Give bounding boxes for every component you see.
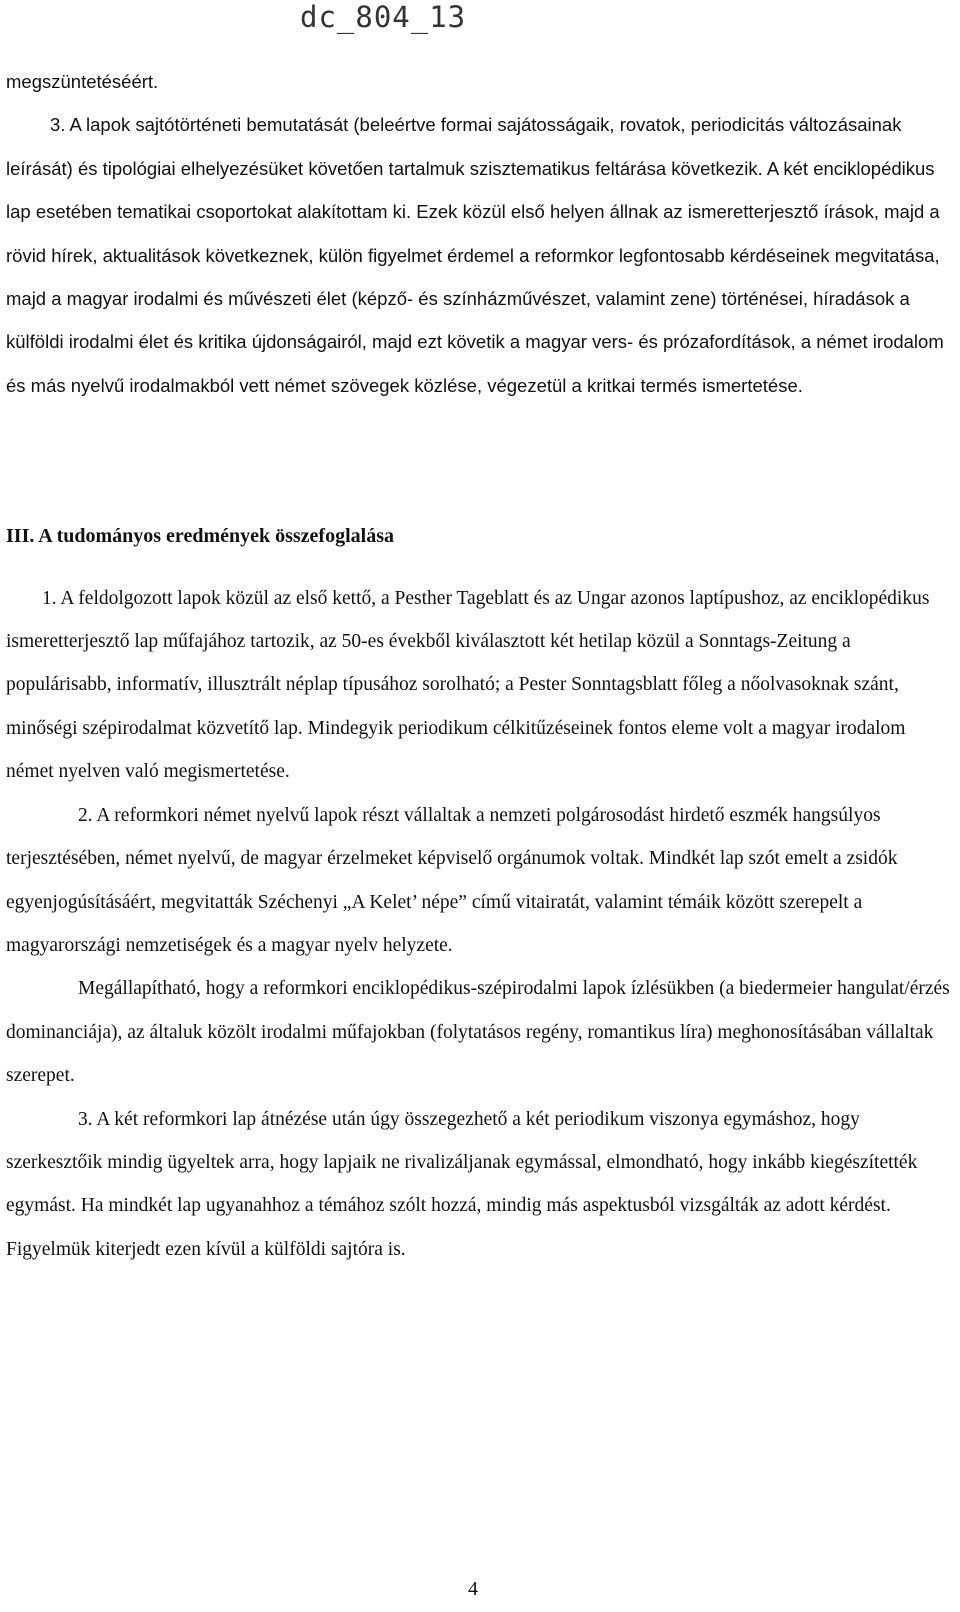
document-id-header: dc_804_13 bbox=[300, 0, 467, 34]
paragraph-continuation: megszüntetéséért. bbox=[6, 71, 159, 92]
page-number: 4 bbox=[468, 1578, 478, 1600]
section-heading: III. A tudományos eredmények összefoglalása bbox=[6, 525, 394, 548]
paragraph-point-2: 2. A reformkori német nyelvű lapok részt vállaltak a nemzeti polgárosodást hirdető eszmék hangsúlyos terjesztésében, német nyelvű, de magyar érzelmeket képviselő orgánumok voltak. Mindkét lap szót emelt a zsidók egyenjogúsításáért, megvitatták Széchenyi „A Kelet’ népe” című vitairatát, valamint témáik között szerepelt a magyarországi nemzetiségek és a magyar nyelv helyzete. bbox=[6, 804, 898, 956]
paragraph-point-1: 1. A feldolgozott lapok közül az első kettő, a Pesther Tageblatt és az Ungar azonos laptípushoz, az enciklopédikus ismeretterjesztő lap műfajához tartozik, az 50-es évekből kiválasztott két hetilap közül a Sonntags-Zeitung a populárisabb, informatív, illusztrált néplap típusához sorolható; a Pester Sonntagsblatt főleg a nőolvasoknak szánt, minőségi szépirodalmat közvetítő lap. Mindegyik periodikum célkitűzéseinek fontos eleme volt a magyar irodalom német nyelven való megismertetése. bbox=[6, 587, 930, 783]
paragraph-conclusion: Megállapítható, hogy a reformkori enciklopédikus-szépirodalmi lapok ízlésükben (a biedermeier hangulat/érzés dominanciája), az általuk közölt irodalmi műfajokban (folytatásos regény, romantikus líra) meghonosításában vállaltak szerepet. bbox=[6, 978, 950, 1087]
paragraph-point-3-structure: 3. A lapok sajtótörténeti bemutatását (beleértve formai sajátosságaik, rovatok, periodicitás változásainak leírását) és tipológiai elhelyezésüket követően tartalmuk szisztematikus feltárása következik. A két enciklopédikus lap esetében tematikai csoportokat alakítottam ki. Ezek közül első helyen állnak az ismeretterjesztő írások, majd a rövid hírek, aktualitások következnek, külön figyelmet érdemel a reformkor legfontosabb kérdéseinek megvitatása, majd a magyar irodalmi és művészeti élet (képző- és színházművészet, valamint zene) történései, híradások a külföldi irodalmi élet és kritika újdonságairól, majd ezt követik a magyar vers- és prózafordítások, a német irodalom és más nyelvű irodalmakból vett német szövegek közlése, végezetül a kritkai termés ismertetése. bbox=[6, 114, 944, 396]
document-body bbox=[6, 60, 952, 1271]
paragraph-point-3: 3. A két reformkori lap átnézése után úgy összegezhető a két periodikum viszonya egymáshoz, hogy szerkesztőik mindig ügyeltek arra, hogy lapjaik ne rivalizáljanak egymással, elmondható, hogy inkább kiegészítették egymást. Ha mindkét lap ugyanahhoz a témához szólt hozzá, mindig más aspektusból vizsgálták az adott kérdést. Figyelmük kiterjedt ezen kívül a külföldi sajtóra is. bbox=[6, 1108, 918, 1260]
